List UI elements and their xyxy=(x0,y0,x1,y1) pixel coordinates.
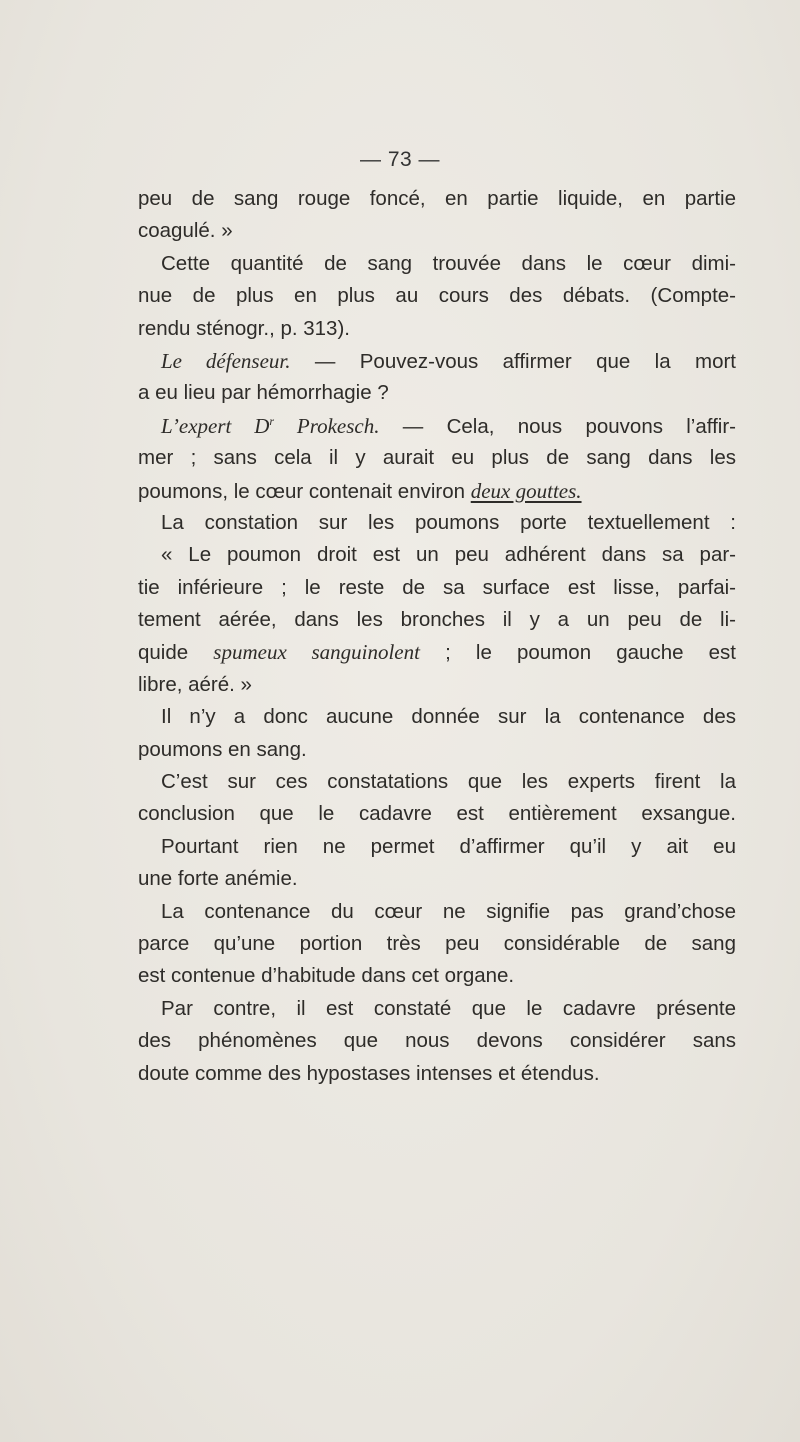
text-line: est contenue d’habitude dans cet organe. xyxy=(138,964,515,988)
text-line: conclusion que le cadavre est entièrement exsangue. xyxy=(138,802,736,826)
text-run: ; le poumon gauche est xyxy=(419,641,736,665)
dialogue-line xyxy=(138,410,736,442)
speaker-defenseur: Le défenseur. xyxy=(161,348,291,373)
text-line: a eu lieu par hémorrhagie ? xyxy=(138,381,389,405)
text-line: poumons en sang. xyxy=(138,737,307,761)
emphasis-deux-gouttes: deux gouttes. xyxy=(470,478,582,503)
text-line: peu de sang rouge foncé, en partie liquide, en partie xyxy=(138,187,736,210)
text-line: Par contre, il est constaté que le cadavre présente xyxy=(161,996,736,1020)
text-run: poumons, le cœur contenait environ xyxy=(138,479,471,503)
text-line: une forte anémie. xyxy=(138,867,298,891)
dialogue-text: — Pouvez-vous affirmer que la mort xyxy=(290,349,736,373)
emphasis-spumeux: spumeux sanguinolent xyxy=(213,640,420,665)
text-line: parce qu’une portion très peu considérable de sang xyxy=(138,931,736,955)
text-line: nue de plus en plus au cours des débats. (Compte- xyxy=(138,284,736,308)
speaker-expert-name: L’expert D xyxy=(161,413,270,438)
page-number: — 73 — xyxy=(359,148,441,171)
text-line: Pourtant rien ne permet d’affirmer qu’il y ait eu xyxy=(161,834,736,858)
text-run: quide xyxy=(138,641,214,665)
text-line: mer ; sans cela il y aurait eu plus de sang dans les xyxy=(138,446,736,470)
speaker-expert xyxy=(161,414,380,438)
text-line xyxy=(138,636,736,668)
speaker-expert-title-sup: r xyxy=(269,413,275,428)
dialogue-line xyxy=(138,345,736,377)
text-line: Il n’y a donc aucune donnée sur la contenance des xyxy=(161,705,736,729)
text-line: C’est sur ces constatations que les experts firent la xyxy=(161,770,736,794)
text-line: La contenance du cœur ne signifie pas grand’chose xyxy=(161,899,736,923)
text-line: « Le poumon droit est un peu adhérent dans sa par- xyxy=(161,543,736,567)
dialogue-text: — Cela, nous pouvons l’affir- xyxy=(379,414,736,438)
text-line: rendu sténogr., p. 313). xyxy=(138,316,350,340)
text-line: tie inférieure ; le reste de sa surface est lisse, parfai- xyxy=(138,575,736,599)
text-line: libre, aéré. » xyxy=(138,672,252,696)
text-line: Cette quantité de sang trouvée dans le cœur dimi- xyxy=(161,251,736,275)
text-line xyxy=(138,475,736,507)
speaker-expert-surname: Prokesch. xyxy=(274,413,380,438)
text-line: doute comme des hypostases intenses et étendus. xyxy=(138,1061,600,1085)
text-line: des phénomènes que nous devons considérer sans xyxy=(138,1029,736,1053)
body-text xyxy=(138,183,736,1090)
text-line: coagulé. » xyxy=(138,219,233,243)
text-line: La constation sur les poumons porte textuellement : xyxy=(161,510,736,534)
text-line: tement aérée, dans les bronches il y a un peu de li- xyxy=(138,608,736,632)
